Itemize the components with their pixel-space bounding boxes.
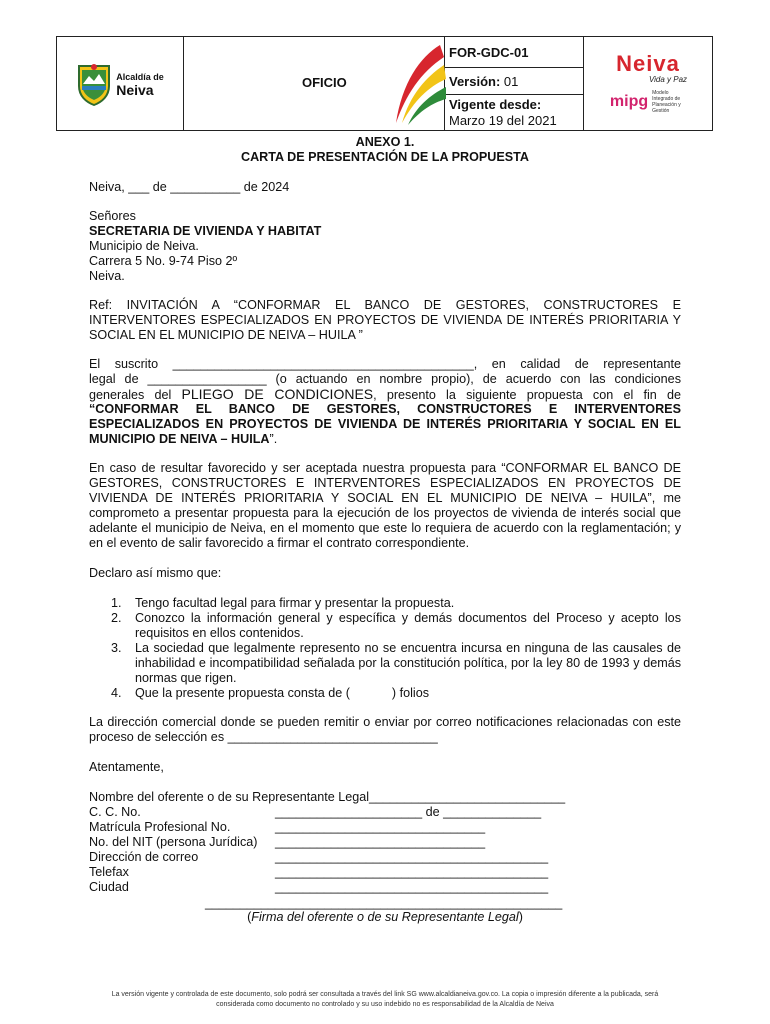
neiva-shield-icon (76, 62, 112, 106)
mp-field: ______________________________ (275, 820, 486, 834)
para1-line4: “CONFORMAR EL BANCO DE GESTORES, CONSTRUCTORES E INTERVENTORES (89, 402, 681, 416)
fax-label: Telefax (89, 865, 129, 879)
para2-line5: adelante el municipio de Neiva, en el momento que este lo requiera de acuerdo con la reglamentación; y (89, 521, 681, 535)
document-header (56, 36, 713, 131)
para2-line6: en el evento de salir favorecido a firmar el contrato correspondiente. (89, 536, 470, 550)
signature-caption-open: ( (247, 910, 252, 924)
list-item-4: Que la presente propuesta consta de ( ) folios (135, 686, 430, 700)
recipient-city: Neiva. (89, 269, 125, 283)
signature-caption-close: ) (518, 910, 523, 924)
recipient-municipality: Municipio de Neiva. (89, 239, 199, 253)
doc-type-cell (184, 37, 445, 131)
brand-name: Neiva (616, 51, 680, 76)
signature-caption-text: Firma del oferente o de su Representante Legal (251, 910, 519, 924)
city-label: Ciudad (89, 880, 129, 894)
declare-text: Declaro así mismo que: (89, 566, 222, 580)
mail-field: _______________________________________ (275, 850, 549, 864)
para2-line4: comprometo a presentar propuesta para la ejecución de los proyectos de vivienda de interés social que (89, 506, 681, 520)
city-field: _______________________________________ (275, 880, 549, 894)
fax-field: _______________________________________ (275, 865, 549, 879)
valid-label: Vigente desde: (449, 96, 542, 112)
version-cell (445, 68, 584, 95)
list-item-2a: Conozco la información general y específica y demás documentos del Proceso y acepto los (135, 611, 681, 625)
logo-line1: Alcaldía de (116, 71, 164, 82)
list-item-1: Tengo facultad legal para firmar y presentar la propuesta. (135, 596, 455, 610)
name-field: Nombre del oferente o de su Representante Legal____________________________ (89, 790, 566, 804)
list-number-2: 2. (111, 611, 122, 625)
salutation: Señores (89, 209, 136, 223)
version-value: 01 (503, 73, 519, 89)
nit-field: ______________________________ (275, 835, 486, 849)
code-cell (445, 37, 584, 68)
para1-line6-end: ”. (269, 432, 278, 446)
address-line1: La dirección comercial donde se pueden remitir o enviar por correo notificaciones relacionadas con este (89, 715, 681, 729)
list-item-3c: normas que rigen. (135, 671, 237, 685)
mipg-description: Modelo Integrado de Planeación y Gestión (652, 90, 681, 114)
brand-cell (584, 37, 713, 131)
doc-type: OFICIO (302, 75, 347, 90)
para1-line1: El suscrito ___________________________________________, en calidad de representante (89, 357, 681, 371)
cc-label: C. C. No. (89, 805, 141, 819)
list-item-2b: requisitos en ellos contenidos. (135, 626, 304, 640)
footer-line2: considerada como documento no controlado y su uso indebido no es responsabilidad de la Alcaldía de Neiva (216, 1001, 554, 1008)
recipient-address: Carrera 5 No. 9-74 Piso 2º (89, 254, 238, 268)
pliego-text: PLIEGO DE CONDICIONES (181, 386, 374, 402)
list-number-4: 4. (111, 686, 122, 700)
mail-label: Dirección de correo (89, 850, 199, 864)
list-number-3: 3. (111, 641, 122, 655)
annex-title: ANEXO 1. (355, 135, 415, 149)
color-swoosh-icon (390, 43, 446, 127)
version-label: Versión: (449, 73, 501, 89)
signature-line: ___________________________________________________ (205, 896, 563, 910)
date-line: Neiva, ___ de __________ de 2024 (89, 180, 290, 194)
mp-label: Matrícula Profesional No. (89, 820, 231, 834)
para1-line3 (89, 387, 681, 403)
para1-line6: MUNICIPIO DE NEIVA – HUILA (89, 432, 270, 446)
list-number-1: 1. (111, 596, 122, 610)
para1-line3c: , presento la siguiente propuesta con el fin de (373, 388, 681, 402)
letter-title: CARTA DE PRESENTACIÓN DE LA PROPUESTA (240, 150, 530, 164)
ref-line1: Ref: INVITACIÓN A “CONFORMAR EL BANCO DE GESTORES, CONSTRUCTORES E (89, 298, 681, 312)
para2-line3: VIVIENDA DE INTERÉS PRIORITARIA Y SOCIAL EN EL MUNICIPIO DE NEIVA – HUILA”, me (89, 491, 681, 505)
brand-tagline: Vida y Paz (648, 75, 688, 84)
signature-caption (0, 910, 770, 925)
doc-code: FOR-GDC-01 (449, 44, 529, 60)
ref-line3: SOCIAL EN EL MUNICIPIO DE NEIVA – HUILA ” (89, 328, 363, 342)
mipg-logo: mipg (609, 93, 649, 110)
para2-line2: GESTORES, CONSTRUCTORES E INTERVENTORES ESPECIALIZADOS EN PROYECTOS DE (89, 476, 681, 490)
valid-cell (445, 95, 584, 131)
cc-field: _____________________ de ______________ (275, 805, 542, 819)
recipient-entity: SECRETARIA DE VIVIENDA Y HABITAT (89, 224, 322, 238)
closing: Atentamente, (89, 760, 164, 774)
nit-label: No. del NIT (persona Jurídica) (89, 835, 258, 849)
list-item-3a: La sociedad que legalmente represento no se encuentra incursa en ninguna de las causales de (135, 641, 681, 655)
para1-line5: ESPECIALIZADOS EN PROYECTOS DE VIVIENDA DE INTERÉS PRIORITARIA Y SOCIAL EN EL (89, 417, 681, 431)
para1-line3a: generales del (89, 388, 182, 402)
footer-line1: La versión vigente y controlada de este documento, solo podrá ser consultada a través del link SG www.alcaldianeiva.gov.co. La copia o impresión diferente a la publicada, será (111, 991, 659, 998)
ref-line2: INTERVENTORES ESPECIALIZADOS EN PROYECTOS DE VIVIENDA DE INTERÉS PRIORITARIA Y (89, 313, 681, 327)
address-line2: proceso de selección es ______________________________ (89, 730, 438, 744)
para1-line2: legal de _________________ (o actuando en nombre propio), de acuerdo con las condiciones (89, 372, 681, 386)
para2-line1: En caso de resultar favorecido y ser aceptada nuestra propuesta para “CONFORMAR EL BANCO DE (89, 461, 681, 475)
logo-line2: Neiva (116, 81, 154, 98)
alcaldia-logo-cell (57, 37, 184, 131)
valid-value: Marzo 19 del 2021 (449, 112, 557, 128)
list-item-3b: inhabilidad e incompatibilidad señalada por la constitución política, por la ley 80 de 1993 y demás (135, 656, 681, 670)
